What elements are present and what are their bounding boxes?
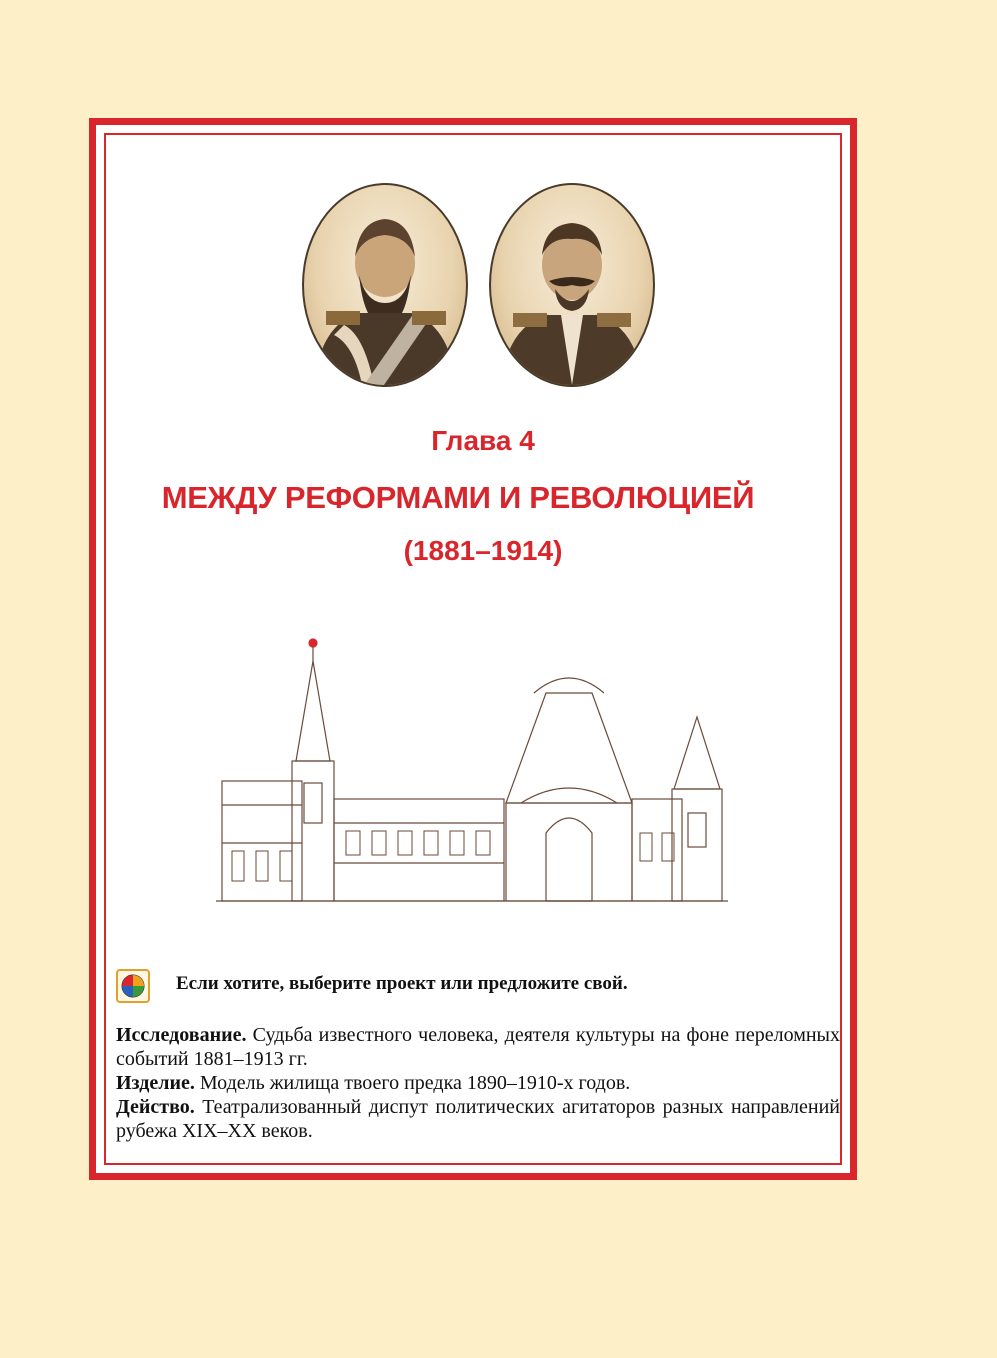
yaroslavsky-station-drawing — [216, 633, 728, 909]
project-term: Исследование. — [116, 1024, 247, 1046]
project-intro: Если хотите, выберите проект или предложите свой. — [176, 973, 628, 994]
portrait-alexander-iii — [302, 183, 468, 387]
project-text: Театрализованный диспут политических агитаторов разных направлений рубежа XIX–XX веков. — [116, 1096, 840, 1142]
project-icon — [116, 969, 150, 1003]
projects-list — [116, 1023, 840, 1143]
project-text: Судьба известного человека, деятеля культуры на фоне переломных событий 1881–1913 гг. — [116, 1024, 840, 1070]
project-term: Изделие. — [116, 1072, 195, 1094]
project-product — [116, 1071, 840, 1095]
project-text: Модель жилища твоего предка 1890–1910-х годов. — [194, 1072, 631, 1094]
project-term: Действо. — [116, 1096, 195, 1118]
chapter-title: МЕЖДУ РЕФОРМАМИ И РЕВОЛЮЦИЕЙ — [161, 480, 755, 515]
project-performance — [116, 1095, 840, 1143]
portrait-nicholas-ii — [489, 183, 655, 387]
chapter-frame — [89, 118, 857, 1180]
chapter-label: Глава 4 — [431, 425, 535, 456]
chapter-years: (1881–1914) — [403, 535, 563, 566]
project-research — [116, 1023, 840, 1071]
